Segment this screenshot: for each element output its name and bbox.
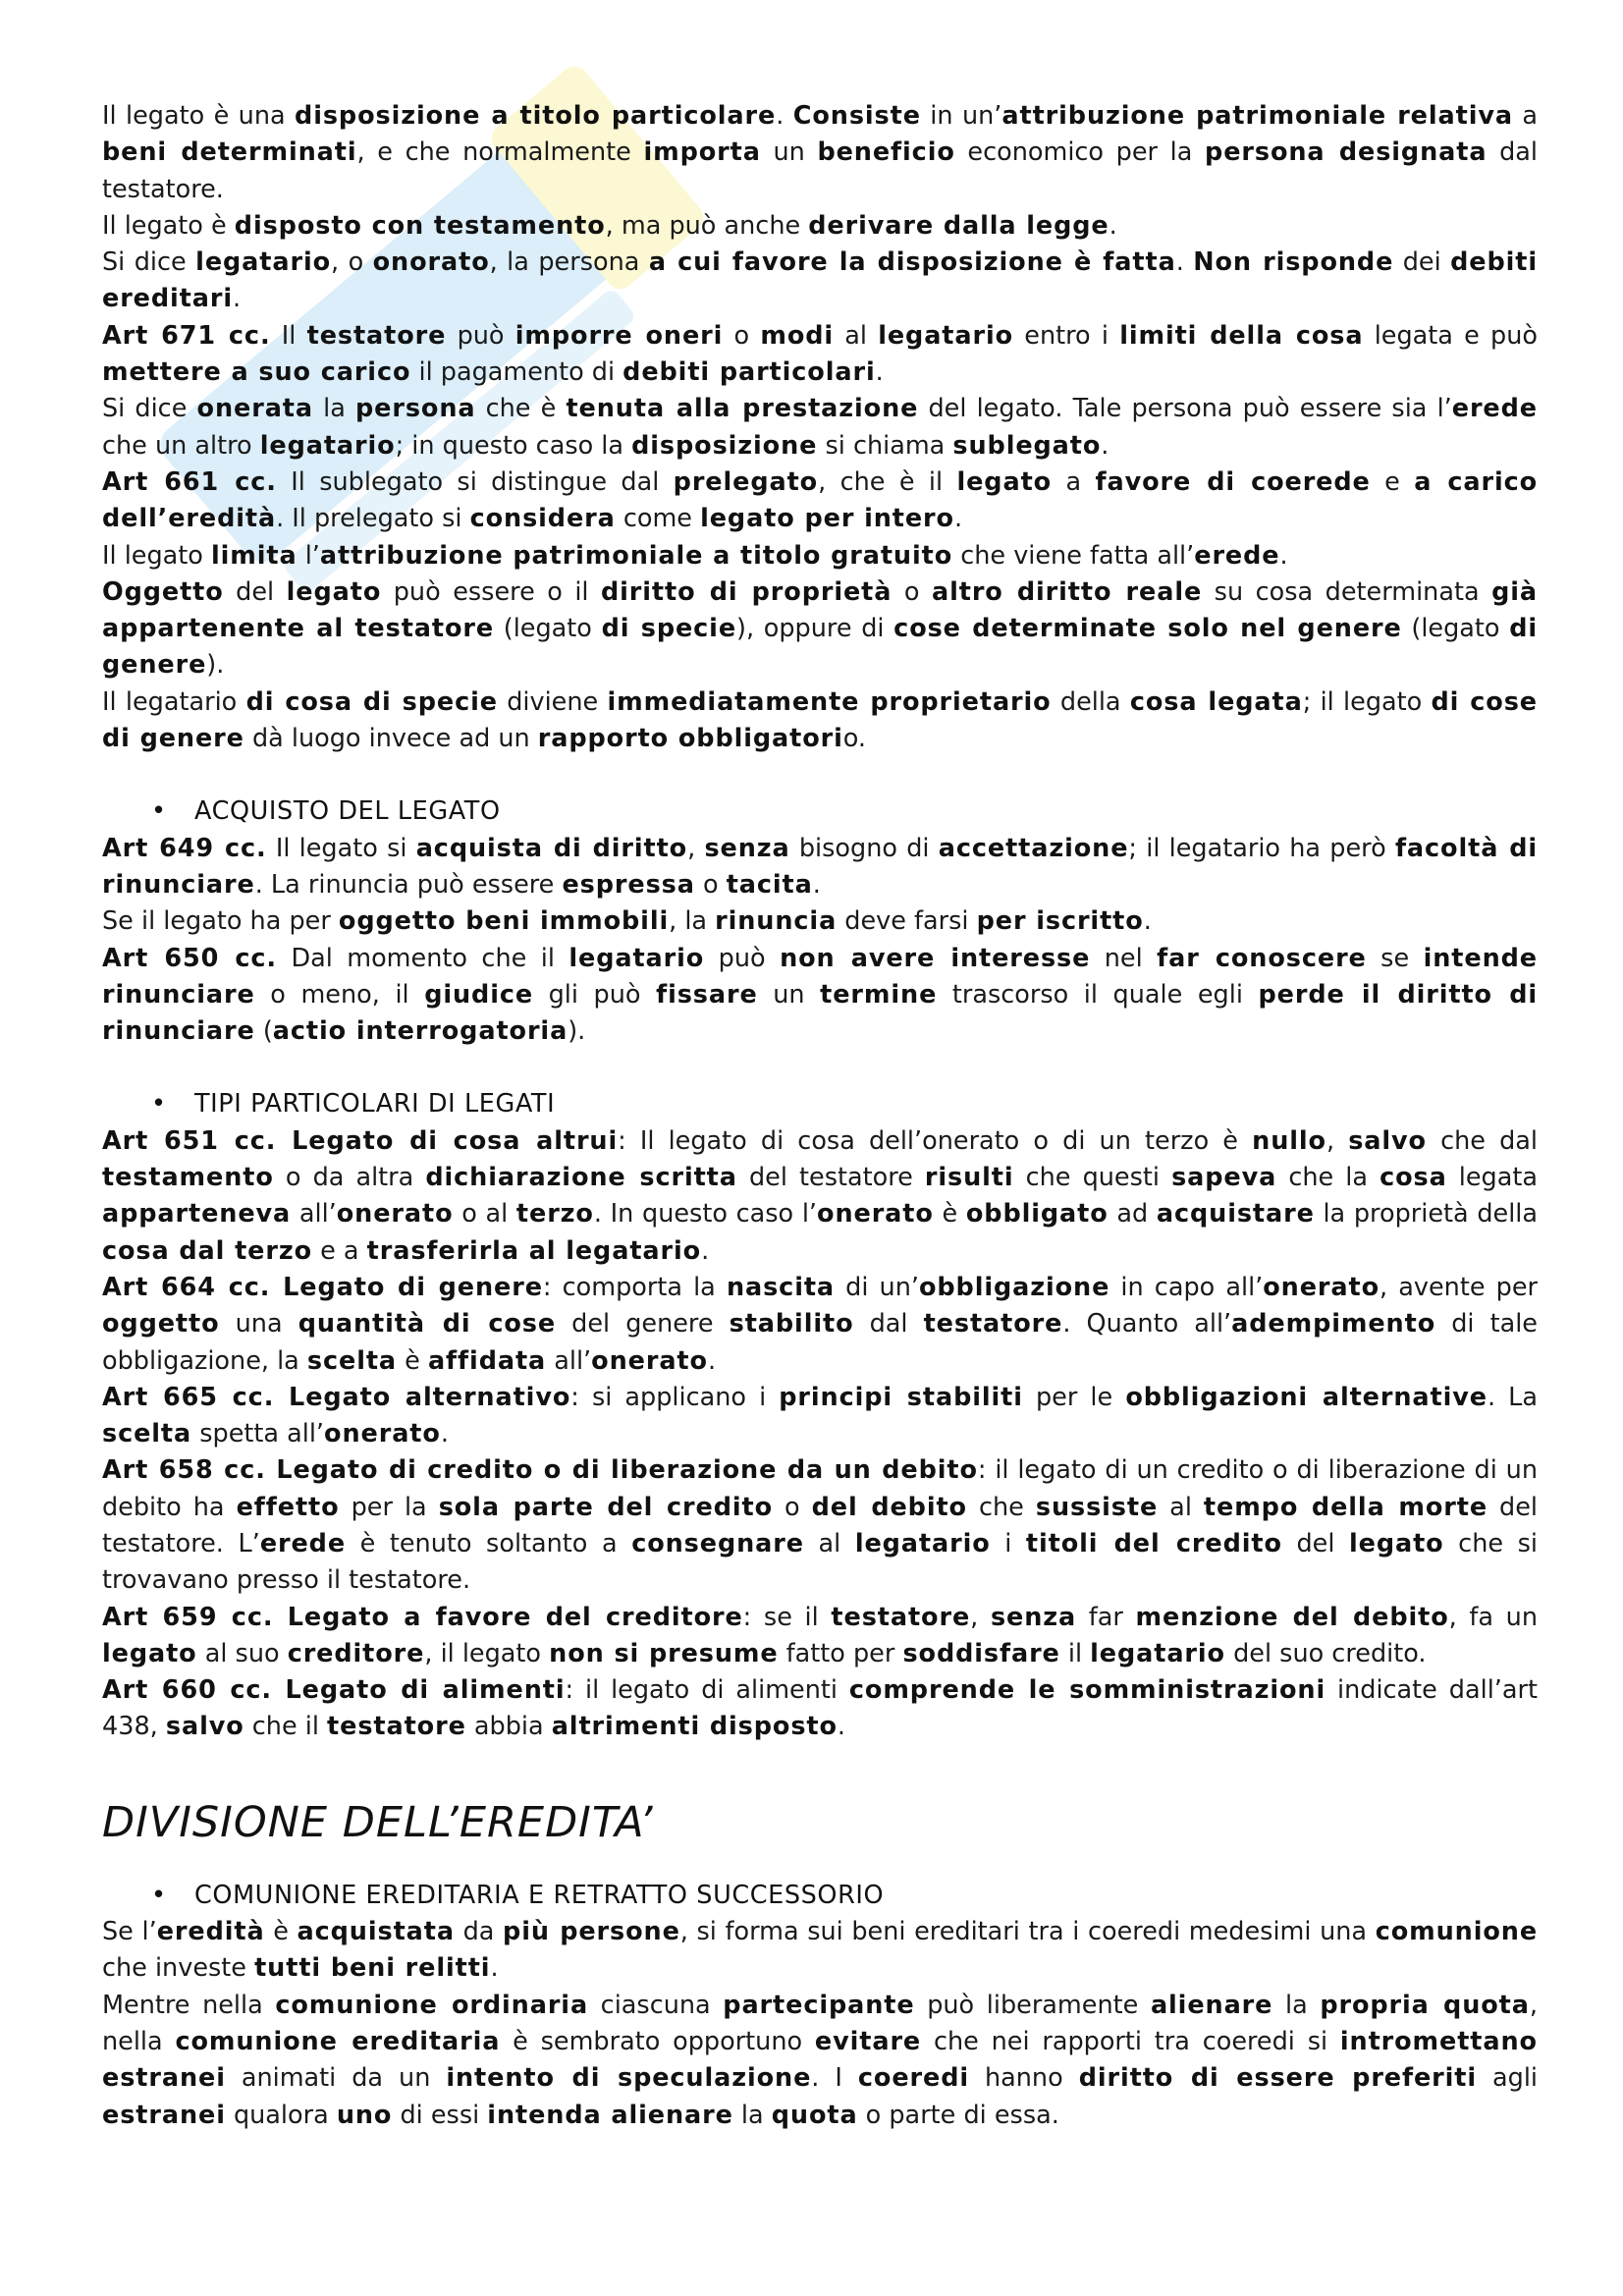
bullet-icon: • bbox=[151, 796, 167, 827]
bullet-icon: • bbox=[151, 1880, 167, 1910]
paragraph: Art 649 cc. Il legato si acquista di diritto, senza bisogno di accettazione; il legatario ha però facoltà di rinunciare. La rinuncia può essere espressa o tacita. bbox=[102, 833, 1539, 900]
section-heading-tipi: • TIPI PARTICOLARI DI LEGATI bbox=[102, 1086, 1538, 1122]
paragraph: Il legato limita l’attribuzione patrimoniale a titolo gratuito che viene fatta all’erede. bbox=[102, 540, 1288, 571]
paragraph: Art 651 cc. Legato di cosa altrui: Il legato di cosa dell’onerato o di un terzo è nullo, salvo che dal testamento o da altra dichiarazione scritta del testatore risulti che questi sapeva che la cosa legata apparteneva all’onerato o al terzo. In questo caso l’onerato è obbligato ad acquistare la proprietà della cosa dal terzo e a trasferirla al legatario. bbox=[102, 1125, 1539, 1266]
acquisto-section bbox=[102, 831, 1538, 1051]
paragraph: Art 665 cc. Legato alternativo: si applicano i principi stabiliti per le obbligazioni alternative. La scelta spetta all’onerato. bbox=[102, 1382, 1539, 1449]
document-page bbox=[102, 98, 1538, 2134]
paragraph: Oggetto del legato può essere o il diritto di proprietà o altro diritto reale su cosa determinata già appartenente al testatore (legato di specie), oppure di cose determinate solo nel genere (legato di genere). bbox=[102, 576, 1538, 681]
tipi-section bbox=[102, 1123, 1538, 1746]
paragraph: Art 650 cc. Dal momento che il legatario può non avere interesse nel far conoscere se intende rinunciare o meno, il giudice gli può fissare un termine trascorso il quale egli perde il diritto di rinunciare (actio interrogatoria). bbox=[102, 943, 1538, 1047]
paragraph: Art 660 cc. Legato di alimenti: il legato di alimenti comprende le somministrazioni indicate dall’art 438, salvo che il testatore abbia altrimenti disposto. bbox=[102, 1675, 1538, 1742]
bullet-icon: • bbox=[151, 1089, 167, 1120]
section-heading-acquisto: • ACQUISTO DEL LEGATO bbox=[102, 793, 1538, 830]
chapter-title: DIVISIONE DELL’EREDITA’ bbox=[102, 1797, 654, 1847]
comunione-section bbox=[102, 1914, 1538, 2134]
paragraph: Se l’eredità è acquistata da più persone, si forma sui beni ereditari tra i coeredi medesimi una comunione che investe tutti beni relitti. bbox=[102, 1917, 1539, 1984]
intro-section bbox=[102, 98, 1538, 757]
paragraph: Art 659 cc. Legato a favore del creditore: se il testatore, senza far menzione del debito, fa un legato al suo creditore, il legato non si presume fatto per soddisfare il legatario del suo credito. bbox=[102, 1602, 1538, 1668]
paragraph: Art 661 cc. Il sublegato si distingue dal prelegato, che è il legato a favore di coerede e a carico dell’eredità. Il prelegato si considera come legato per intero. bbox=[102, 466, 1539, 534]
paragraph: Art 664 cc. Legato di genere: comporta la nascita di un’obbligazione in capo all’onerato, avente per oggetto una quantità di cose del genere stabilito dal testatore. Quanto all’adempimento di tale obbligazione, la scelta è affidata all’onerato. bbox=[102, 1272, 1538, 1376]
paragraph: Mentre nella comunione ordinaria ciascuna partecipante può liberamente alienare la propria quota, nella comunione ereditaria è sembrato opportuno evitare che nei rapporti tra coeredi si intromettano estranei animati da un intento di speculazione. I coeredi hanno diritto di essere preferiti agli estranei qualora uno di essi intenda alienare la quota o parte di essa. bbox=[102, 1990, 1539, 2130]
section-heading-comunione: • COMUNIONE EREDITARIA E RETRATTO SUCCESSORIO bbox=[102, 1878, 1538, 1914]
paragraph: Se il legato ha per oggetto beni immobili, la rinuncia deve farsi per iscritto. bbox=[102, 906, 1152, 937]
paragraph: Art 658 cc. Legato di credito o di liberazione da un debito: il legato di un credito o di liberazione di un debito ha effetto per la sola parte del credito o del debito che sussiste al tempo della morte del testatore. L’erede è tenuto soltanto a consegnare al legatario i titoli del credito del legato che si trovavano presso il testatore. bbox=[102, 1455, 1538, 1596]
paragraph: Il legatario di cosa di specie diviene immediatamente proprietario della cosa legata; il legato di cose di genere dà luogo invece ad un rapporto obbligatorio. bbox=[102, 686, 1538, 754]
paragraph: Il legato è disposto con testamento, ma può anche derivare dalla legge. bbox=[102, 210, 1117, 241]
paragraph: Art 671 cc. Il testatore può imporre oneri o modi al legatario entro i limiti della cosa legata e può mettere a suo carico il pagamento di debiti particolari. bbox=[102, 320, 1538, 388]
paragraph: Si dice legatario, o onorato, la persona a cui favore la disposizione è fatta. Non risponde dei debiti ereditari. bbox=[102, 247, 1539, 314]
paragraph: Si dice onerata la persona che è tenuta alla prestazione del legato. Tale persona può essere sia l’erede che un altro legatario; in questo caso la disposizione si chiama sublegato. bbox=[102, 394, 1538, 461]
paragraph: Il legato è una disposizione a titolo particolare. Consiste in un’attribuzione patrimoniale relativa a beni determinati, e che normalmente importa un beneficio economico per la persona designata dal testatore. bbox=[102, 101, 1539, 204]
